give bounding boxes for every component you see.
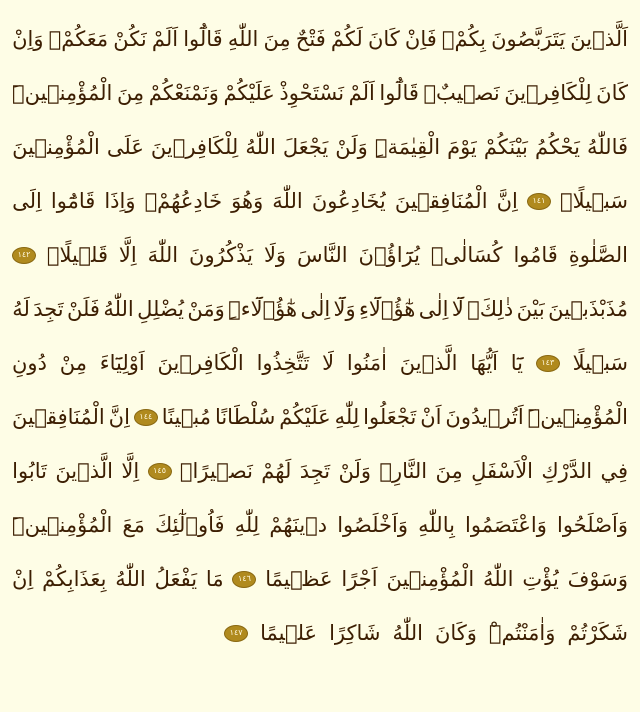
quran-word: هٰٓؤُ۬لَٓاءِ: [359, 296, 416, 321]
quran-word: تَتَّخِذُوا: [256, 350, 310, 375]
quran-word: اللّٰهُ: [245, 134, 276, 159]
quran-word: عَلَيْكُمْ: [223, 80, 275, 105]
quran-word: لَهُمْ: [261, 458, 292, 483]
quran-word: الْمُؤْمِن۪ينَ: [386, 566, 475, 591]
quran-word: الدَّرْكِ: [541, 458, 593, 483]
quran-word: قَالُٓوا: [379, 80, 419, 105]
quran-word: دُونِ: [12, 350, 47, 375]
quran-word: تَجِدَ: [299, 458, 331, 483]
ayah-number-marker: ١٤١: [527, 193, 551, 210]
quran-word: وَسَوْفَ: [567, 566, 628, 591]
quran-word: نَص۪يرًاۙ: [179, 458, 253, 483]
text-line-11: [12, 552, 628, 606]
quran-word: الْمُؤْمِن۪ينَۜ: [12, 512, 113, 537]
quran-word: نَسْتَحْوِذْ: [279, 80, 345, 105]
quran-word: وَاعْتَصَمُوا: [465, 512, 547, 537]
quran-word: وَلَٓا: [333, 296, 356, 321]
quran-word: وَاٰمَنْتُمْۜ: [488, 620, 556, 645]
quran-word: فَاللّٰهُ: [586, 134, 628, 159]
quran-word: قَل۪يلًا۟: [46, 242, 108, 267]
quran-word: يَذْكُرُونَ: [189, 242, 254, 267]
quran-word: اَنْ: [420, 404, 442, 429]
quran-word: هٰٓؤُ۬لَٓاءِۜ: [228, 296, 298, 321]
quran-word: لِلّٰهِ: [234, 512, 260, 537]
quran-word: يُؤْتِ: [522, 566, 559, 591]
quran-word: الْمُؤْمِن۪ينَۜ: [12, 80, 113, 105]
quran-word: الْمُؤْمِن۪ينَۜ: [527, 404, 628, 429]
quran-word: اِنَّ: [108, 404, 130, 429]
quran-word: وَمَنْ: [187, 296, 225, 321]
quran-word: وَاِذَا: [104, 188, 136, 213]
quran-word: يُرَٓاؤُ۫نَ: [358, 242, 420, 267]
quran-word: الْكَافِر۪ينَ: [157, 350, 244, 375]
quran-word: وَلَا: [263, 242, 287, 267]
quran-word: لَا: [322, 350, 335, 375]
quran-word: يَحْكُمُ: [534, 134, 580, 159]
quran-word: شَاكِرًا: [329, 620, 381, 645]
quran-word: وَكَانَ: [434, 620, 477, 645]
quran-word: مَا: [205, 566, 224, 591]
quran-word: لَٓا: [451, 296, 464, 321]
quran-word: مُب۪ينًا: [161, 404, 212, 429]
quran-word: وَلَنْ: [338, 458, 372, 483]
quran-word: عَلَى: [106, 134, 144, 159]
text-line-2: [12, 66, 628, 120]
text-line-3: [12, 120, 628, 174]
quran-word: اِلَّا: [121, 458, 140, 483]
ayah-number-marker: ١٤٢: [12, 247, 36, 264]
quran-word: اِلٰى: [300, 296, 331, 321]
quran-word: بَيْنَ: [516, 296, 545, 321]
quran-word: اِلٰى: [418, 296, 449, 321]
quran-word: النَّاسَ: [297, 242, 348, 267]
quran-word: اَتُر۪يدُونَ: [445, 404, 524, 429]
quran-word: وَنَمْنَعْكُمْ: [148, 80, 219, 105]
quran-word: مِنَ: [435, 458, 463, 483]
quran-word: اِنَّ: [496, 188, 518, 213]
quran-word: الْمُنَافِق۪ينَ: [394, 188, 488, 213]
quran-word: مِنْ: [59, 350, 87, 375]
quran-word: اَجْرًا: [341, 566, 378, 591]
quran-word: اَلَمْ: [348, 80, 375, 105]
quran-word: عَظ۪يمًا: [265, 566, 333, 591]
quran-word: سُلْطَانًا: [214, 404, 276, 429]
quran-word: مُذَبْذَب۪ينَ: [548, 296, 628, 321]
text-line-9: [12, 444, 628, 498]
quran-word: تَجِدَ: [33, 296, 64, 321]
quran-word: اللّٰهَ: [147, 242, 179, 267]
ayah-number-marker: ١٤٥: [148, 463, 172, 480]
quran-word: وَاِنْ: [12, 26, 44, 51]
quran-word: اٰمَنُوا: [346, 350, 387, 375]
quran-word: وَلَنْ: [335, 134, 368, 159]
quran-word: لَهُ: [12, 296, 30, 321]
text-line-8: [12, 390, 628, 444]
quran-word: عَلَيْكُمْ: [279, 404, 331, 429]
quran-word: يَجْعَلَ: [282, 134, 329, 159]
quran-word: النَّارِۚ: [379, 458, 428, 483]
quran-word: اللّٰهُ: [392, 620, 423, 645]
quran-word: كُسَالٰىۙ: [430, 242, 503, 267]
quran-word: وَهُوَ: [231, 188, 264, 213]
ayah-number-marker: ١٤٣: [536, 355, 560, 372]
ayah-number-marker: ١٤٤: [134, 409, 158, 426]
text-line-5: [12, 228, 628, 282]
text-line-6: [12, 282, 628, 336]
quran-word: لِلّٰهِ: [334, 404, 360, 429]
ayah-number-marker: ١٤٧: [224, 625, 248, 642]
quran-word: بَيْنَكُمْ: [483, 134, 528, 159]
quran-word: اللّٰهُ: [483, 566, 514, 591]
quran-word: اِلَّا: [118, 242, 137, 267]
quran-word: نَص۪يبٌۙ: [423, 80, 500, 105]
quran-word: مِنَ: [263, 26, 291, 51]
quran-word: يَٓا: [510, 350, 524, 375]
quran-word: اِلَى: [12, 188, 42, 213]
quran-word: قَامُوا: [513, 242, 558, 267]
quran-word: اَلَّذ۪ينَ: [570, 26, 628, 51]
quran-word: خَادِعُهُمْۚ: [144, 188, 223, 213]
quran-word: سَب۪يلًا۟: [559, 188, 628, 213]
quran-word: مَعَ: [122, 512, 145, 537]
quran-word: عَل۪يمًا: [260, 620, 318, 645]
quran-word: لِلْكَافِر۪ينَ: [504, 80, 592, 105]
text-line-4: [12, 174, 628, 228]
quran-word: لِلْكَافِر۪ينَ: [150, 134, 239, 159]
quran-word: الْمُنَافِق۪ينَ: [12, 404, 105, 429]
quran-word: الْمُؤْمِن۪ينَ: [12, 134, 100, 159]
quran-word: نَكُنْ: [113, 26, 147, 51]
quran-word: بِكُمْۚ: [441, 26, 486, 51]
quran-word: يَوْمَ: [447, 134, 477, 159]
quran-word: اَيُّهَا: [470, 350, 498, 375]
quran-word: كَانَ: [596, 80, 628, 105]
quran-word: فَاِنْ: [404, 26, 437, 51]
quran-word: قَالُٓوا: [183, 26, 223, 51]
text-line-12: [12, 606, 628, 660]
quran-word: شَكَرْتُمْ: [567, 620, 628, 645]
quran-word: وَاَخْلَصُوا: [337, 512, 409, 537]
ayah-number-marker: ١٤٦: [232, 571, 256, 588]
quran-word: فَتْحٌ: [295, 26, 326, 51]
quran-word: مِنَ: [116, 80, 145, 105]
quran-word: كَانَ: [367, 26, 400, 51]
quran-word: الَّذ۪ينَ: [399, 350, 458, 375]
quran-word: يَتَرَبَّصُونَ: [491, 26, 566, 51]
quran-word: اَوْلِيَٓاءَ: [99, 350, 145, 375]
text-line-10: [12, 498, 628, 552]
quran-word: الصَّلٰوةِ: [568, 242, 628, 267]
quran-word: اللّٰهُ: [103, 296, 134, 321]
quran-word: اللّٰهَ: [272, 188, 303, 213]
quran-word: سَب۪يلًا: [572, 350, 628, 375]
quran-word: قَامُٓوا: [50, 188, 96, 213]
quran-word: فَاُو۬لٰٓئِكَ: [154, 512, 225, 537]
quran-word: اِنْ: [12, 566, 34, 591]
quran-word: الْاَسْفَلِ: [471, 458, 534, 483]
quran-word: ذٰلِكَۗ: [467, 296, 514, 321]
quran-word: اللّٰهُ: [115, 566, 146, 591]
quran-word: اللّٰهِ: [227, 26, 259, 51]
quran-word: يَفْعَلُ: [154, 566, 198, 591]
quran-word: بِاللّٰهِ: [418, 512, 455, 537]
text-line-7: [12, 336, 628, 390]
quran-word: تَابُوا: [12, 458, 47, 483]
quran-word: مَعَكُمْۘ: [48, 26, 109, 51]
quran-word: فِي: [600, 458, 628, 483]
quran-word: فَلَنْ: [66, 296, 100, 321]
quran-word: د۪ينَهُمْ: [269, 512, 328, 537]
quran-word: الْقِيٰمَةِۜ: [374, 134, 441, 159]
text-line-1: [12, 12, 628, 66]
quran-word: الَّذ۪ينَ: [55, 458, 114, 483]
quran-word: يُضْلِلِ: [137, 296, 185, 321]
quran-word: بِعَذَابِكُمْ: [42, 566, 107, 591]
quran-word: لَكُمْ: [330, 26, 363, 51]
quran-word: وَاَصْلَحُوا: [557, 512, 628, 537]
quran-word: اَلَمْ: [151, 26, 179, 51]
quran-word: تَجْعَلُوا: [363, 404, 417, 429]
quran-word: يُخَادِعُونَ: [311, 188, 386, 213]
